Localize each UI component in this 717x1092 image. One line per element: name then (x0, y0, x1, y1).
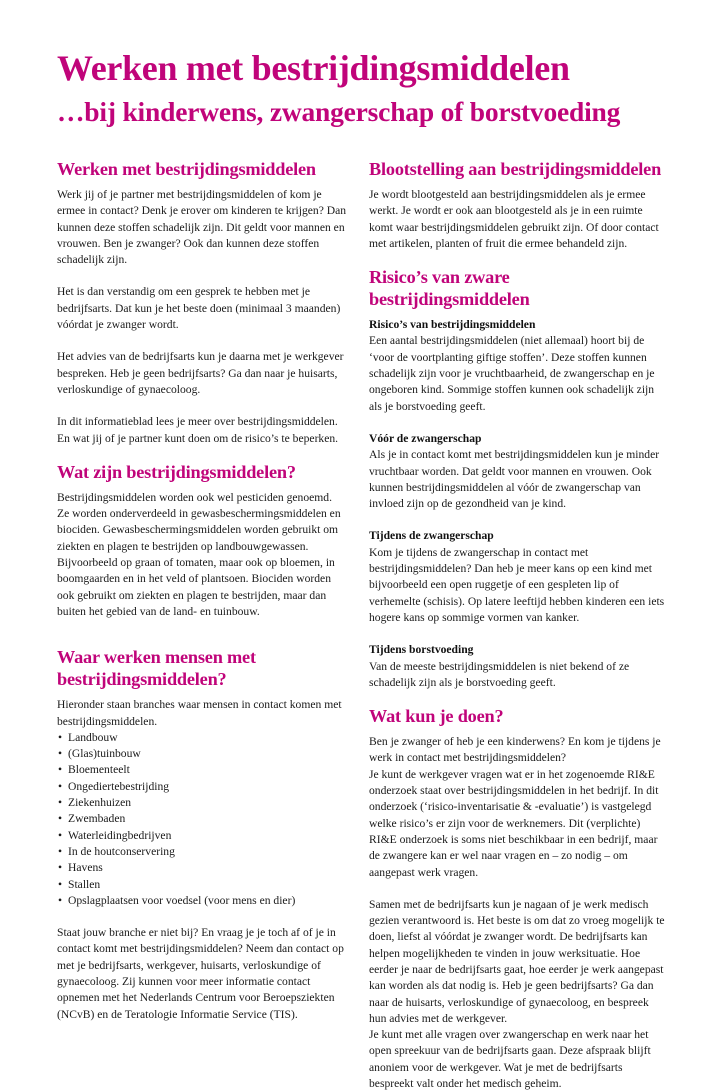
list-item: • Havens (57, 860, 347, 876)
list-item: • In de houtconservering (57, 844, 347, 860)
section-heading: Risico’s van zware bestrijdingsmiddelen (369, 267, 530, 310)
paragraph: Het advies van de bedrijfsarts kun je daarna met je werkgever bespreken. Heb je geen bedrijfsarts? Ga dan naar je huisarts, verloskundige of gynaecoloog. (57, 350, 344, 396)
paragraph: Hieronder staan branches waar mensen in contact komen met bestrijdingsmiddelen. (57, 698, 342, 728)
list-item: • Bloementeelt (57, 762, 347, 778)
list-item: • Ongediertebestrijding (57, 779, 347, 795)
subheading: Vóór de zwangerschap (369, 431, 482, 445)
right-column (369, 158, 669, 1092)
paragraph: Het is dan verstandig om een gesprek te hebben met je bedrijfsarts. Dat kun je het beste doen (minimaal 3 maanden) vóórdat je zwanger wordt. (57, 285, 341, 332)
section-heading: Wat kun je doen? (369, 706, 504, 727)
paragraph: Samen met de bedrijfsarts kun je nagaan of je werk medisch gezien verantwoord is. Het beste is om dat zo vroeg mogelijk te doen, liefst al vóórdat je zwanger wordt. De bedrijfsarts kan helpen mogelijkheden te vinden in jouw werksituatie. Hoe eerder je naar de bedrijfsarts gaat, hoe eerder je werk aangepast kan worden als dat nodig is. Heb je geen bedrijfsarts? Ga dan naar de huisarts, verloskundige of gynaecoloog, en bespreek hun advies met de werkgever. (369, 897, 665, 1025)
paragraph: Van de meeste bestrijdingsmiddelen is niet bekend of ze schadelijk zijn als je borstvoeding geeft. (369, 659, 630, 689)
paragraph: Bestrijdingsmiddelen worden ook wel pesticiden genoemd. Ze worden onderverdeeld in gewasbeschermingsmiddelen en biociden. Gewasbeschermingsmiddelen worden gebruikt om ziekten en plagen te bestrijden op landbouwgewassen. Bijvoorbeeld op graan of tomaten, maar ook op bloemen, in boomgaarden en in het veld of plantsoen. Biociden worden ook gebruikt om ziekten en plagen te bestrijden, maar dan buiten het gebied van de land- en tuinbouw. (57, 490, 341, 618)
paragraph: Werk jij of je partner met bestrijdingsmiddelen of kom je ermee in contact? Denk je erover om kinderen te krijgen? Dan kunnen deze stoffen schadelijk zijn. Dit geldt voor mannen en vrouwen. Ben je zwanger? Ook dan kunnen deze stoffen schadelijk zijn. (57, 188, 347, 267)
paragraph: Ben je zwanger of heb je een kinderwens? En kom je tijdens je werk in contact met bestrijdingsmiddelen? (369, 735, 661, 765)
list-item: • Zwembaden (57, 811, 347, 827)
list-item: • Stallen (57, 877, 347, 893)
paragraph: Je kunt met alle vragen over zwangerschap en werk naar het open spreekuur van de bedrijfsarts gaan. Deze afspraak blijft anoniem voor de werkgever. Wat je met de bedrijfsarts bespreekt valt onder het medisch geheim. (369, 1028, 651, 1091)
section-waar-werken (57, 646, 347, 1023)
list-item: • Opslagplaatsen voor voedsel (voor mens en dier) (57, 893, 347, 909)
paragraph: Je wordt blootgesteld aan bestrijdingsmiddelen als je ermee werkt. Je wordt er ook aan blootgesteld als je in een ruimte komt waar bestrijdingsmiddelen gebruikt zijn. Of door contact met artikelen, planten of fruit die ermee behandeld zijn. (369, 188, 659, 250)
section-wat-kun-je-doen (369, 705, 669, 1092)
list-item: • Waterleidingbedrijven (57, 828, 347, 844)
paragraph: Je kunt de werkgever vragen wat er in het zogenoemde RI&E onderzoek staat over bestrijdingsmiddelen in het bedrijf. In dit onderzoek (‘risico-inventarisatie & -evaluatie’) is vastgelegd welke risico’s er zijn voor de werknemers. Dit (verplichte) RI&E onderzoek is soms niet beschikbaar in een bedrijf, maar de zwangere kan er wel naar vragen en – zo nodig – om aangepast werk vragen. (369, 767, 659, 879)
section-heading: Wat zijn bestrijdingsmiddelen? (57, 461, 296, 482)
section-heading: Waar werken mensen met bestrijdingsmiddelen? (57, 647, 256, 690)
page-subtitle: …bij kinderwens, zwangerschap of borstvoeding (57, 96, 621, 127)
section-risicos (369, 266, 669, 691)
section-werken-met (57, 158, 347, 447)
paragraph: Als je in contact komt met bestrijdingsmiddelen kun je minder vruchtbaar worden. Dat geldt voor mannen en vrouwen. Ook kunnen bestrijdingsmiddelen al vóór de zwangerschap van invloed zijn op de gezondheid van je kind. (369, 448, 660, 511)
branches-list (57, 730, 347, 909)
paragraph: In dit informatieblad lees je meer over bestrijdingsmiddelen. En wat jij of je partner kunt doen om de risico’s te beperken. (57, 415, 339, 445)
section-heading: Blootstelling aan bestrijdingsmiddelen (369, 159, 662, 179)
left-column (57, 158, 347, 1023)
section-wat-zijn (57, 461, 347, 620)
list-item: • Ziekenhuizen (57, 795, 347, 811)
list-item: • (Glas)tuinbouw (57, 746, 347, 762)
paragraph: Kom je tijdens de zwangerschap in contact met bestrijdingsmiddelen? Dan heb je meer kans op een kind met bijvoorbeeld een open ruggetje of een gespleten lip of verhemelte (schisis). Op latere leeftijd hebben kinderen een iets hogere kans op sommige vormen van kanker. (369, 545, 665, 624)
subheading: Tijdens de zwangerschap (369, 529, 494, 543)
list-item: • Landbouw (57, 730, 347, 746)
section-blootstelling (369, 158, 669, 252)
subheading: Tijdens borstvoeding (369, 643, 474, 657)
paragraph: Staat jouw branche er niet bij? En vraag je je toch af of je in contact komt met bestrijdingsmiddelen? Neem dan contact op met je bedrijfsarts, werkgever, huisarts, verloskundige of gynaecoloog. Zij kunnen voor meer informatie contact opnemen met het Nederlands Centrum voor Beroepsziekten (NCvB) en de Teratologie Informatie Service (TIS). (57, 926, 344, 1021)
section-heading: Werken met bestrijdingsmiddelen (57, 159, 316, 179)
page-title: Werken met bestrijdingsmiddelen (57, 48, 570, 88)
paragraph: Een aantal bestrijdingsmiddelen (niet allemaal) hoort bij de ‘voor de voortplanting giftige stoffen’. Deze stoffen kunnen schadelijk zijn voor je vruchtbaarheid, de zwangerschap en je ongeboren kind. Sommige stoffen kunnen ook schadelijk zijn als je borstvoeding geeft. (369, 334, 655, 413)
subheading: Risico’s van bestrijdingsmiddelen (369, 318, 536, 332)
